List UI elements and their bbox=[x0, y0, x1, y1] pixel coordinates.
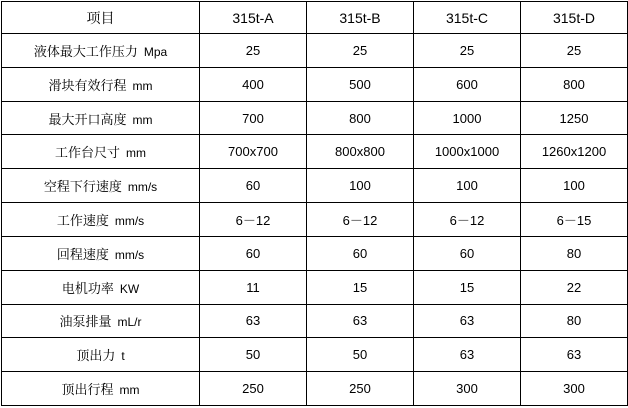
cell-value: 80 bbox=[521, 304, 628, 338]
row-param-name: 空程下行速度 bbox=[43, 179, 122, 195]
cell-value: 250 bbox=[200, 372, 307, 406]
cell-value: 700x700 bbox=[200, 135, 307, 169]
cell-value: 60 bbox=[307, 236, 414, 270]
table-row bbox=[2, 338, 628, 372]
cell-value: 400 bbox=[200, 67, 307, 101]
cell-value: 15 bbox=[307, 270, 414, 304]
cell-value: 600 bbox=[414, 67, 521, 101]
row-param-unit: mm/s bbox=[114, 247, 145, 262]
specification-table bbox=[1, 1, 628, 406]
cell-value: 6－12 bbox=[307, 203, 414, 237]
row-param-unit: KW bbox=[119, 281, 140, 296]
cell-value: 1260x1200 bbox=[521, 135, 628, 169]
table-row bbox=[2, 169, 628, 203]
row-param-name: 工作台尺寸 bbox=[54, 145, 120, 161]
row-label bbox=[2, 338, 200, 372]
table-row bbox=[2, 304, 628, 338]
table-row bbox=[2, 203, 628, 237]
cell-value: 63 bbox=[414, 304, 521, 338]
row-param-unit: t bbox=[121, 349, 125, 364]
row-label bbox=[2, 101, 200, 135]
cell-value: 63 bbox=[414, 338, 521, 372]
row-label bbox=[2, 135, 200, 169]
row-param-name: 顶出行程 bbox=[61, 382, 114, 398]
cell-value: 60 bbox=[200, 169, 307, 203]
cell-value: 25 bbox=[521, 34, 628, 68]
row-param-name: 回程速度 bbox=[56, 246, 109, 262]
cell-value: 11 bbox=[200, 270, 307, 304]
cell-value: 22 bbox=[521, 270, 628, 304]
row-param-name: 最大开口高度 bbox=[48, 111, 127, 127]
table-row bbox=[2, 135, 628, 169]
cell-value: 25 bbox=[307, 34, 414, 68]
row-param-unit: mm/s bbox=[127, 180, 158, 195]
cell-value: 1250 bbox=[521, 101, 628, 135]
cell-value: 800 bbox=[521, 67, 628, 101]
table-header bbox=[2, 2, 628, 34]
column-header-param: 项目 bbox=[2, 2, 200, 34]
row-param-unit: mm bbox=[132, 78, 153, 93]
cell-value: 6－15 bbox=[521, 203, 628, 237]
table-body bbox=[2, 34, 628, 406]
row-label bbox=[2, 67, 200, 101]
cell-value: 60 bbox=[414, 236, 521, 270]
cell-value: 6－12 bbox=[414, 203, 521, 237]
row-label bbox=[2, 34, 200, 68]
cell-value: 300 bbox=[414, 372, 521, 406]
cell-value: 800 bbox=[307, 101, 414, 135]
cell-value: 800x800 bbox=[307, 135, 414, 169]
row-label bbox=[2, 169, 200, 203]
cell-value: 63 bbox=[521, 338, 628, 372]
cell-value: 50 bbox=[200, 338, 307, 372]
row-label bbox=[2, 372, 200, 406]
row-label bbox=[2, 270, 200, 304]
row-label bbox=[2, 236, 200, 270]
table-row bbox=[2, 34, 628, 68]
table-row bbox=[2, 372, 628, 406]
table-row bbox=[2, 236, 628, 270]
row-param-name: 顶出力 bbox=[76, 348, 116, 364]
column-header-model-d: 315t-D bbox=[521, 2, 628, 34]
table-header-row bbox=[2, 2, 628, 34]
cell-value: 1000 bbox=[414, 101, 521, 135]
cell-value: 63 bbox=[307, 304, 414, 338]
cell-value: 100 bbox=[521, 169, 628, 203]
table-row bbox=[2, 270, 628, 304]
cell-value: 100 bbox=[414, 169, 521, 203]
column-header-model-b: 315t-B bbox=[307, 2, 414, 34]
cell-value: 80 bbox=[521, 236, 628, 270]
row-param-name: 油泵排量 bbox=[59, 314, 112, 330]
table-row bbox=[2, 101, 628, 135]
row-label bbox=[2, 203, 200, 237]
column-header-model-c: 315t-C bbox=[414, 2, 521, 34]
row-param-unit: mm/s bbox=[114, 213, 145, 228]
row-label bbox=[2, 304, 200, 338]
row-param-unit: mm bbox=[132, 112, 153, 127]
cell-value: 60 bbox=[200, 236, 307, 270]
cell-value: 700 bbox=[200, 101, 307, 135]
row-param-name: 液体最大工作压力 bbox=[33, 43, 138, 59]
row-param-name: 工作速度 bbox=[56, 212, 109, 228]
cell-value: 1000x1000 bbox=[414, 135, 521, 169]
cell-value: 63 bbox=[200, 304, 307, 338]
cell-value: 50 bbox=[307, 338, 414, 372]
column-header-model-a: 315t-A bbox=[200, 2, 307, 34]
row-param-name: 电机功率 bbox=[61, 280, 114, 296]
cell-value: 6－12 bbox=[200, 203, 307, 237]
cell-value: 25 bbox=[414, 34, 521, 68]
cell-value: 100 bbox=[307, 169, 414, 203]
row-param-unit: Mpa bbox=[143, 44, 168, 59]
row-param-unit: mm bbox=[126, 146, 146, 161]
row-param-unit: mm bbox=[119, 383, 140, 398]
row-param-name: 滑块有效行程 bbox=[48, 77, 127, 93]
cell-value: 250 bbox=[307, 372, 414, 406]
cell-value: 300 bbox=[521, 372, 628, 406]
table-row bbox=[2, 67, 628, 101]
row-param-unit: mL/r bbox=[117, 315, 142, 330]
cell-value: 15 bbox=[414, 270, 521, 304]
cell-value: 25 bbox=[200, 34, 307, 68]
cell-value: 500 bbox=[307, 67, 414, 101]
